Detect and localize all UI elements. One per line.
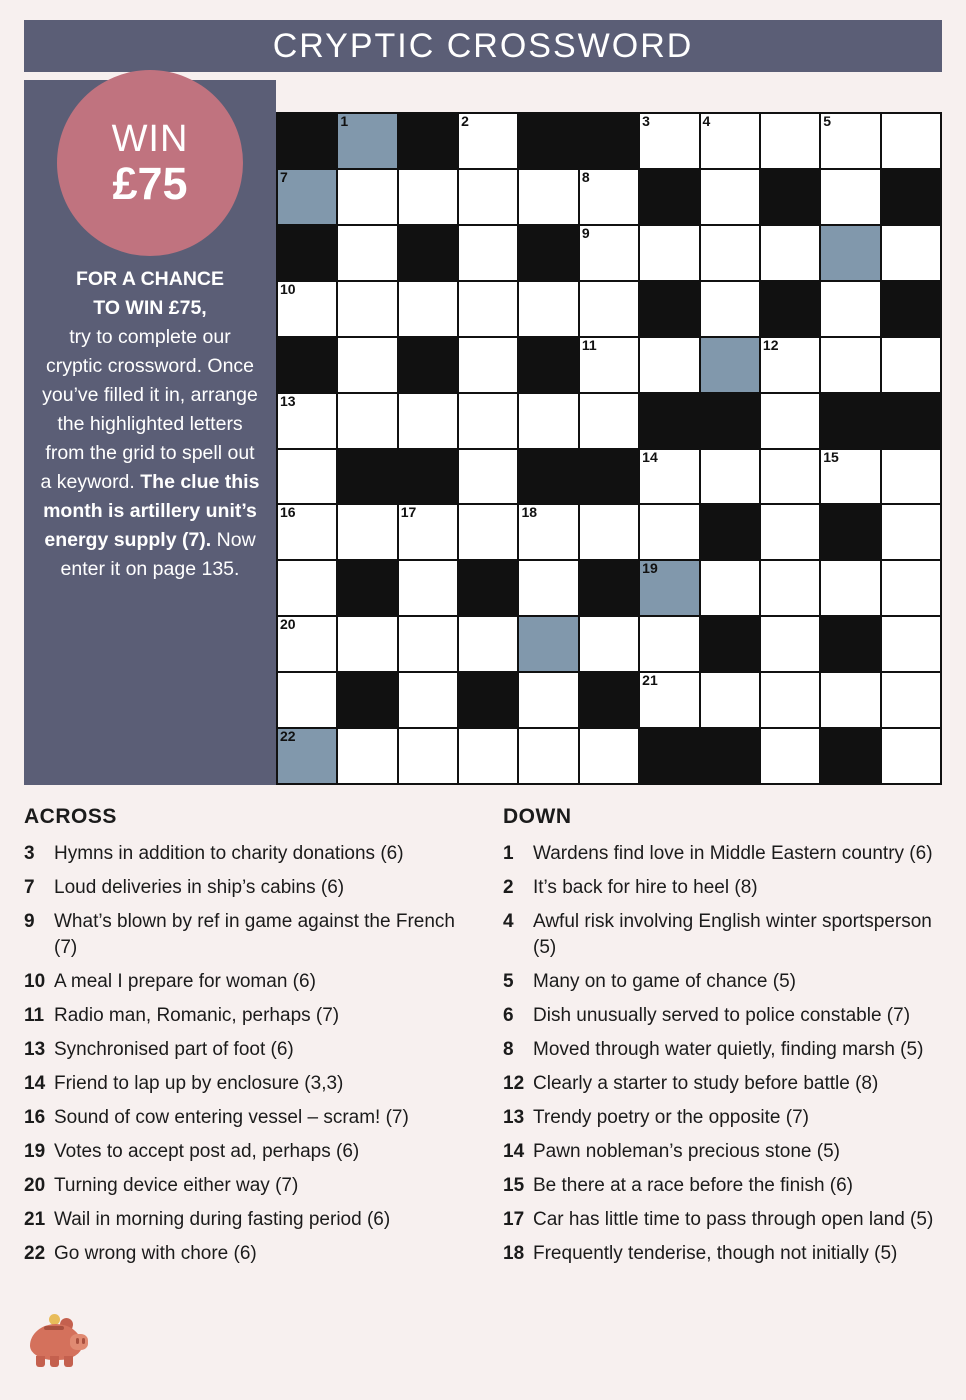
grid-cell-number: 20: [280, 616, 296, 633]
grid-block-cell: [519, 338, 577, 392]
grid-letter-cell[interactable]: [338, 729, 396, 783]
grid-letter-cell[interactable]: [519, 561, 577, 615]
grid-block-cell: [338, 561, 396, 615]
down-column: [503, 805, 942, 1275]
grid-letter-cell[interactable]: [701, 673, 759, 727]
clue-number: 8: [503, 1039, 514, 1060]
clue-number: 3: [24, 843, 35, 864]
page-title-bar: [24, 20, 942, 72]
grid-cell-number: 5: [823, 113, 832, 129]
grid-letter-cell[interactable]: [761, 729, 819, 783]
grid-cell-number: 8: [581, 168, 590, 185]
grid-letter-cell[interactable]: [821, 114, 879, 168]
clue-text: Awful risk involving English winter sportsperson (5): [533, 911, 932, 958]
clue-item[interactable]: [503, 1003, 942, 1029]
grid-letter-cell[interactable]: [278, 394, 336, 448]
clue-item[interactable]: [503, 1037, 942, 1063]
crossword-grid-wrapper: [276, 112, 942, 785]
down-clue-list: [503, 841, 942, 1267]
clue-text: Turning device either way (7): [54, 1175, 299, 1196]
grid-block-cell: [761, 170, 819, 224]
pig-nostril-shape: [76, 1338, 79, 1344]
grid-letter-cell[interactable]: [399, 561, 457, 615]
pig-leg-shape: [50, 1356, 59, 1367]
grid-letter-cell[interactable]: [821, 673, 879, 727]
clue-item[interactable]: [24, 1207, 463, 1233]
grid-letter-cell[interactable]: [640, 617, 698, 671]
clue-item[interactable]: [24, 1139, 463, 1165]
clue-item[interactable]: [503, 909, 942, 961]
clue-text: Sound of cow entering vessel – scram! (7): [54, 1107, 409, 1128]
grid-letter-cell[interactable]: [580, 226, 638, 280]
grid-cell-number: 18: [521, 504, 538, 521]
grid-letter-cell[interactable]: [459, 338, 517, 392]
grid-letter-cell[interactable]: [459, 226, 517, 280]
grid-letter-cell[interactable]: [519, 617, 577, 671]
grid-cell-number: 15: [823, 448, 839, 465]
grid-letter-cell[interactable]: [882, 114, 940, 168]
clue-number: 2: [503, 877, 514, 898]
clue-text: Radio man, Romanic, perhaps (7): [54, 1005, 340, 1026]
grid-block-cell: [640, 282, 698, 336]
promo-line-3: try to complete our cryptic crossword. Once you’ve filled it in, arrange the highlighted letters from the grid to spell out a keyword.: [40, 326, 258, 493]
grid-cell-number: 1: [340, 113, 349, 129]
clue-text: Pawn nobleman’s precious stone (5): [533, 1141, 840, 1162]
grid-letter-cell[interactable]: [338, 114, 396, 168]
pig-leg-shape: [36, 1356, 45, 1367]
grid-block-cell: [882, 170, 940, 224]
grid-letter-cell[interactable]: [399, 282, 457, 336]
grid-letter-cell[interactable]: [821, 282, 879, 336]
clue-item[interactable]: [24, 841, 463, 867]
grid-letter-cell[interactable]: [399, 673, 457, 727]
clue-item[interactable]: [503, 1105, 942, 1131]
grid-letter-cell[interactable]: [640, 505, 698, 559]
grid-block-cell: [882, 394, 940, 448]
grid-block-cell: [821, 394, 879, 448]
across-clue-list: [24, 841, 463, 1267]
grid-block-cell: [459, 561, 517, 615]
clue-number: 9: [24, 911, 35, 932]
grid-cell-number: 14: [642, 448, 658, 465]
clue-item[interactable]: [503, 1207, 942, 1233]
clue-number: 14: [503, 1141, 525, 1162]
clue-text: Go wrong with chore (6): [54, 1243, 257, 1264]
clue-text: Wardens find love in Middle Eastern country (6): [533, 843, 933, 864]
grid-block-cell: [459, 673, 517, 727]
clue-text: Trendy poetry or the opposite (7): [533, 1107, 809, 1128]
grid-block-cell: [821, 505, 879, 559]
promo-clue: The clue this month is artillery unit’s energy supply (7).: [43, 471, 260, 551]
grid-letter-cell[interactable]: [519, 729, 577, 783]
grid-letter-cell[interactable]: [882, 729, 940, 783]
grid-letter-cell[interactable]: [278, 505, 336, 559]
grid-letter-cell[interactable]: [761, 450, 819, 504]
clue-number: 4: [503, 911, 514, 932]
grid-letter-cell[interactable]: [640, 450, 698, 504]
clue-item[interactable]: [24, 1071, 463, 1097]
down-heading: DOWN: [503, 805, 572, 828]
grid-letter-cell[interactable]: [338, 394, 396, 448]
clue-number: 12: [503, 1073, 525, 1094]
clue-number: 17: [503, 1209, 525, 1230]
grid-block-cell: [278, 338, 336, 392]
clue-item[interactable]: [24, 1003, 463, 1029]
grid-letter-cell[interactable]: [761, 561, 819, 615]
clue-text: Synchronised part of foot (6): [54, 1039, 294, 1060]
pig-snout-shape: [70, 1334, 88, 1350]
grid-letter-cell[interactable]: [882, 450, 940, 504]
pig-leg-shape: [64, 1356, 73, 1367]
grid-letter-cell[interactable]: [399, 729, 457, 783]
grid-block-cell: [580, 561, 638, 615]
grid-block-cell: [278, 114, 336, 168]
grid-letter-cell[interactable]: [459, 170, 517, 224]
clue-number: 15: [503, 1175, 525, 1196]
clue-number: 18: [503, 1243, 525, 1264]
grid-block-cell: [580, 673, 638, 727]
clue-item[interactable]: [503, 875, 942, 901]
grid-cell-number: 11: [581, 336, 597, 353]
grid-letter-cell[interactable]: [640, 226, 698, 280]
clue-item[interactable]: [24, 969, 463, 995]
grid-letter-cell[interactable]: [338, 617, 396, 671]
grid-cell-number: 21: [642, 672, 658, 689]
grid-block-cell: [338, 673, 396, 727]
clue-item[interactable]: [503, 1173, 942, 1199]
grid-letter-cell[interactable]: [278, 282, 336, 336]
grid-cell-number: 12: [762, 336, 779, 353]
grid-letter-cell[interactable]: [519, 673, 577, 727]
grid-block-cell: [640, 170, 698, 224]
clue-item[interactable]: [24, 1037, 463, 1063]
grid-letter-cell[interactable]: [278, 450, 336, 504]
grid-letter-cell[interactable]: [640, 338, 698, 392]
clue-text: Dish unusually served to police constable (7): [533, 1005, 911, 1026]
grid-cell-number: 4: [702, 113, 711, 129]
grid-block-cell: [519, 226, 577, 280]
grid-block-cell: [519, 450, 577, 504]
clue-item[interactable]: [24, 1173, 463, 1199]
grid-cell-number: 13: [280, 392, 296, 409]
grid-letter-cell[interactable]: [278, 729, 336, 783]
clue-number: 1: [503, 843, 514, 864]
grid-letter-cell[interactable]: [701, 282, 759, 336]
grid-letter-cell[interactable]: [701, 338, 759, 392]
grid-block-cell: [701, 505, 759, 559]
clue-text: Frequently tenderise, though not initially (5): [533, 1243, 898, 1264]
clue-text: Clearly a starter to study before battle (8): [533, 1073, 879, 1094]
grid-letter-cell[interactable]: [821, 170, 879, 224]
grid-letter-cell[interactable]: [580, 338, 638, 392]
clue-number: 13: [503, 1107, 525, 1128]
grid-letter-cell[interactable]: [338, 282, 396, 336]
clue-text: Wail in morning during fasting period (6): [54, 1209, 391, 1230]
grid-letter-cell[interactable]: [278, 170, 336, 224]
grid-cell-number: 7: [280, 168, 288, 185]
grid-letter-cell[interactable]: [459, 450, 517, 504]
grid-block-cell: [519, 114, 577, 168]
grid-letter-cell[interactable]: [761, 505, 819, 559]
piggy-bank-icon: [26, 1312, 92, 1370]
grid-letter-cell[interactable]: [580, 394, 638, 448]
grid-letter-cell[interactable]: [701, 226, 759, 280]
clue-text: Many on to game of chance (5): [533, 971, 796, 992]
grid-letter-cell[interactable]: [761, 338, 819, 392]
grid-letter-cell[interactable]: [701, 450, 759, 504]
grid-cell-number: 17: [400, 504, 417, 521]
grid-letter-cell[interactable]: [761, 673, 819, 727]
clue-text: Loud deliveries in ship’s cabins (6): [54, 877, 345, 898]
grid-letter-cell[interactable]: [821, 338, 879, 392]
grid-block-cell: [580, 450, 638, 504]
grid-letter-cell[interactable]: [278, 561, 336, 615]
clue-item[interactable]: [503, 841, 942, 867]
grid-letter-cell[interactable]: [761, 617, 819, 671]
clue-text: A meal I prepare for woman (6): [54, 971, 316, 992]
grid-letter-cell[interactable]: [701, 114, 759, 168]
clue-number: 11: [24, 1005, 45, 1026]
clue-item[interactable]: [24, 909, 463, 961]
clue-number: 20: [24, 1175, 46, 1196]
grid-letter-cell[interactable]: [821, 226, 879, 280]
clue-text: Car has little time to pass through open land (5): [533, 1209, 934, 1230]
clue-text: Hymns in addition to charity donations (6): [54, 843, 404, 864]
grid-letter-cell[interactable]: [701, 170, 759, 224]
grid-block-cell: [821, 617, 879, 671]
grid-block-cell: [821, 729, 879, 783]
clue-item[interactable]: [24, 1241, 463, 1267]
grid-letter-cell[interactable]: [882, 561, 940, 615]
grid-cell-number: 19: [642, 560, 658, 577]
grid-block-cell: [701, 729, 759, 783]
grid-letter-cell[interactable]: [459, 729, 517, 783]
grid-letter-cell[interactable]: [459, 282, 517, 336]
win-badge: [57, 70, 243, 256]
pig-nostril-shape: [82, 1338, 85, 1344]
grid-block-cell: [278, 226, 336, 280]
clue-item[interactable]: [503, 969, 942, 995]
grid-letter-cell[interactable]: [459, 394, 517, 448]
across-column: [24, 805, 463, 1275]
grid-cell-number: 2: [461, 113, 469, 129]
grid-block-cell: [338, 450, 396, 504]
clue-item[interactable]: [24, 1105, 463, 1131]
promo-line-2: TO WIN £75,: [93, 297, 207, 319]
grid-letter-cell[interactable]: [882, 226, 940, 280]
grid-letter-cell[interactable]: [882, 617, 940, 671]
crossword-grid[interactable]: [276, 112, 942, 785]
grid-letter-cell[interactable]: [399, 505, 457, 559]
grid-letter-cell[interactable]: [580, 170, 638, 224]
clue-number: 10: [24, 971, 46, 992]
clue-number: 6: [503, 1005, 514, 1026]
clue-item[interactable]: [503, 1071, 942, 1097]
grid-letter-cell[interactable]: [519, 505, 577, 559]
grid-block-cell: [640, 729, 698, 783]
clue-number: 14: [24, 1073, 46, 1094]
grid-letter-cell[interactable]: [338, 505, 396, 559]
grid-letter-cell[interactable]: [821, 450, 879, 504]
clue-text: Friend to lap up by enclosure (3,3): [54, 1073, 344, 1094]
promo-text: [40, 265, 260, 584]
grid-cell-number: 22: [280, 728, 296, 745]
grid-letter-cell[interactable]: [882, 505, 940, 559]
grid-letter-cell[interactable]: [580, 617, 638, 671]
clue-number: 5: [503, 971, 514, 992]
clue-text: What’s blown by ref in game against the French (7): [54, 911, 455, 958]
grid-block-cell: [882, 282, 940, 336]
clue-number: 21: [24, 1209, 46, 1230]
grid-block-cell: [761, 282, 819, 336]
clue-number: 7: [24, 877, 35, 898]
grid-letter-cell[interactable]: [640, 673, 698, 727]
grid-block-cell: [399, 450, 457, 504]
grid-block-cell: [701, 394, 759, 448]
grid-letter-cell[interactable]: [278, 673, 336, 727]
clue-text: Votes to accept post ad, perhaps (6): [54, 1141, 360, 1162]
grid-letter-cell[interactable]: [761, 226, 819, 280]
grid-block-cell: [399, 338, 457, 392]
grid-block-cell: [640, 394, 698, 448]
grid-letter-cell[interactable]: [338, 170, 396, 224]
grid-cell-number: 9: [581, 224, 590, 241]
clue-number: 13: [24, 1039, 46, 1060]
grid-letter-cell[interactable]: [519, 394, 577, 448]
grid-letter-cell[interactable]: [278, 617, 336, 671]
across-heading: ACROSS: [24, 805, 117, 828]
grid-letter-cell[interactable]: [459, 114, 517, 168]
clue-item[interactable]: [503, 1241, 942, 1267]
grid-block-cell: [580, 114, 638, 168]
grid-letter-cell[interactable]: [882, 673, 940, 727]
clue-text: Moved through water quietly, finding marsh (5): [533, 1039, 924, 1060]
grid-letter-cell[interactable]: [399, 170, 457, 224]
grid-letter-cell[interactable]: [761, 394, 819, 448]
grid-letter-cell[interactable]: [519, 170, 577, 224]
grid-letter-cell[interactable]: [399, 617, 457, 671]
clue-number: 22: [24, 1243, 46, 1264]
grid-block-cell: [701, 617, 759, 671]
grid-letter-cell[interactable]: [338, 338, 396, 392]
grid-letter-cell[interactable]: [580, 505, 638, 559]
grid-letter-cell[interactable]: [640, 561, 698, 615]
clue-number: 19: [24, 1141, 46, 1162]
grid-cell-number: 3: [642, 113, 650, 129]
clue-number: 16: [24, 1107, 46, 1128]
grid-letter-cell[interactable]: [459, 505, 517, 559]
grid-letter-cell[interactable]: [640, 114, 698, 168]
grid-cell-number: 16: [280, 504, 296, 521]
win-badge-word: WIN: [111, 118, 189, 160]
pig-slot-shape: [44, 1326, 64, 1330]
grid-letter-cell[interactable]: [338, 226, 396, 280]
grid-letter-cell[interactable]: [761, 114, 819, 168]
promo-line-1: FOR A CHANCE: [75, 268, 225, 290]
clue-text: Be there at a race before the finish (6): [533, 1175, 854, 1196]
grid-letter-cell[interactable]: [519, 282, 577, 336]
grid-cell-number: 10: [280, 280, 296, 297]
grid-block-cell: [399, 114, 457, 168]
grid-letter-cell[interactable]: [701, 561, 759, 615]
grid-letter-cell[interactable]: [821, 561, 879, 615]
grid-letter-cell[interactable]: [399, 394, 457, 448]
clue-item[interactable]: [503, 1139, 942, 1165]
clues-section: [24, 805, 942, 1275]
promo-line-5: Now enter it on page 135.: [60, 529, 256, 580]
grid-letter-cell[interactable]: [882, 338, 940, 392]
clue-text: It’s back for hire to heel (8): [533, 877, 758, 898]
grid-letter-cell[interactable]: [459, 617, 517, 671]
grid-letter-cell[interactable]: [580, 729, 638, 783]
clue-item[interactable]: [24, 875, 463, 901]
grid-letter-cell[interactable]: [580, 282, 638, 336]
win-badge-amount: £75: [112, 158, 188, 209]
grid-block-cell: [399, 226, 457, 280]
page-title: CRYPTIC CROSSWORD: [272, 26, 694, 65]
